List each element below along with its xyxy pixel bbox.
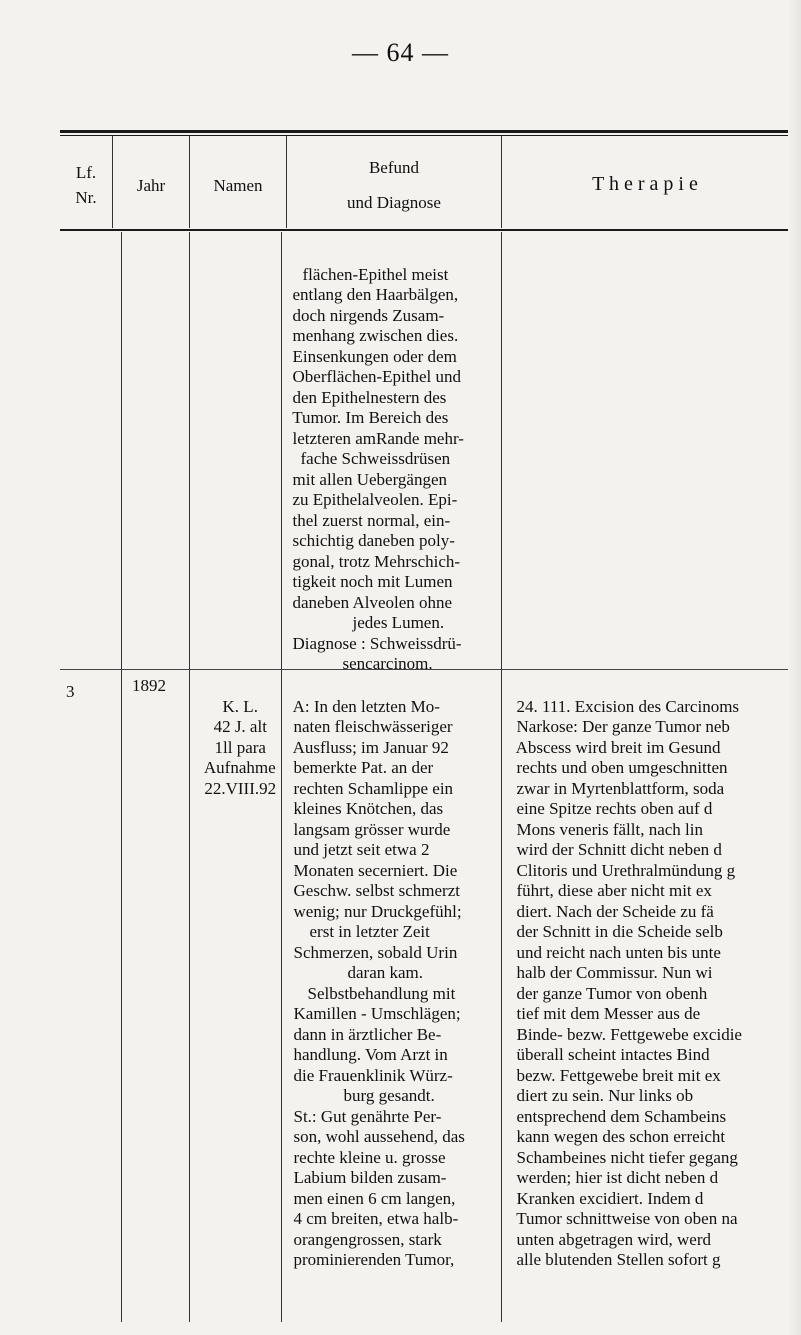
befund-line: Kamillen - Umschlägen; xyxy=(293,1004,461,1023)
befund-line: gonal, trotz Mehrschich- xyxy=(292,551,461,571)
befund-line: St.: Gut genährte Per- xyxy=(293,1106,442,1126)
befund-line: rechten Schamlippe ein xyxy=(293,778,454,798)
header-befund-line1: Befund xyxy=(368,158,420,177)
befund-line: menhang zwischen dies. xyxy=(292,326,459,345)
befund-line: burg gesandt. xyxy=(343,1086,435,1105)
therapie-line: eine Spitze rechts oben auf d xyxy=(516,799,713,818)
namen-line: 42 J. alt xyxy=(213,717,267,736)
befund-line: jedes Lumen. xyxy=(352,613,445,632)
befund-line: sencarcinom. xyxy=(342,654,433,673)
header-namen: Namen xyxy=(213,176,263,195)
header-lf: Lf. xyxy=(75,163,97,182)
namen-line: 22.VIII.92 xyxy=(204,778,277,798)
namen-line: 1ll para xyxy=(214,737,266,757)
header-divider-4 xyxy=(501,136,502,228)
therapie-line: Binde- bezw. Fettgewebe excidie xyxy=(516,1024,742,1044)
therapie-line: der ganze Tumor von obenh xyxy=(516,983,708,1003)
therapie-line: alle blutenden Stellen sofort g xyxy=(516,1250,721,1269)
therapie-line: kann wegen des schon erreicht xyxy=(516,1127,726,1146)
befund-line: handlung. Vom Arzt in xyxy=(293,1045,448,1064)
therapie-line: Clitoris und Urethralmündung g xyxy=(516,860,736,880)
befund-line: mit allen Uebergängen xyxy=(292,469,448,489)
page-edge-shadow xyxy=(787,0,801,1335)
befund-line: naten fleischwässeriger xyxy=(293,717,453,736)
befund-line: wenig; nur Druckgefühl; xyxy=(293,901,462,921)
therapie-line: wird der Schnitt dicht neben d xyxy=(516,840,722,859)
header-divider-3 xyxy=(286,136,287,228)
therapie-line: tief mit dem Messer aus de xyxy=(516,1004,701,1023)
befund-line: Selbstbehandlung mit xyxy=(307,983,456,1003)
body-divider-2 xyxy=(189,232,190,1322)
therapie-line: 24. 111. Excision des Carcinoms xyxy=(516,696,740,716)
row-lf-nr: 3 xyxy=(66,682,75,701)
befund-line: flächen-Epithel meist xyxy=(302,264,449,284)
befund-line: orangengrossen, stark xyxy=(293,1229,442,1249)
therapie-line: der Schnitt in die Scheide selb xyxy=(516,922,723,941)
therapie-line: Narkose: Der ganze Tumor neb xyxy=(516,717,730,736)
befund-line: den Epithelnestern des xyxy=(292,387,447,407)
header-top-rule xyxy=(60,130,788,133)
namen-line: Aufnahme xyxy=(203,758,276,777)
befund-line: erst in letzter Zeit xyxy=(309,922,430,941)
row-befund xyxy=(285,676,499,1271)
befund-line: Tumor. Im Bereich des xyxy=(292,408,449,427)
befund-line: thel zuerst normal, ein- xyxy=(292,510,451,530)
body-divider-1 xyxy=(121,232,122,1322)
befund-line: bemerkte Pat. an der xyxy=(293,758,434,777)
therapie-line: und reicht nach unten bis unte xyxy=(516,942,721,962)
befund-line: Diagnose : Schweissdrü- xyxy=(292,633,462,653)
befund-line: kleines Knötchen, das xyxy=(293,799,444,818)
therapie-line: rechts und oben umgeschnitten xyxy=(516,758,728,777)
therapie-line: überall scheint intactes Bind xyxy=(516,1045,710,1064)
befund-line: daneben Alveolen ohne xyxy=(292,592,453,612)
therapie-line: unten abgetragen wird, werd xyxy=(516,1229,711,1249)
befund-line: doch nirgends Zusam- xyxy=(292,305,445,325)
befund-line: A: In den letzten Mo- xyxy=(292,696,440,716)
befund-line: daran kam. xyxy=(347,963,424,982)
row-therapie xyxy=(508,676,788,1271)
befund-line: langsam grösser wurde xyxy=(293,819,451,839)
namen-line: K. L. xyxy=(222,696,258,716)
header-jahr: Jahr xyxy=(136,176,166,195)
befund-line: Monaten secerniert. Die xyxy=(293,860,458,880)
header-lf-nr xyxy=(60,160,112,210)
befund-line: men einen 6 cm langen, xyxy=(293,1188,456,1208)
befund-line: son, wohl aussehend, das xyxy=(293,1127,465,1146)
befund-line: Geschw. selbst schmerzt xyxy=(293,881,460,900)
row-jahr: 1892 xyxy=(132,676,166,695)
page-number: — 64 — xyxy=(352,38,449,67)
befund-line: Oberflächen-Epithel und xyxy=(292,367,462,386)
therapie-line: zwar in Myrtenblattform, soda xyxy=(516,778,725,798)
therapie-line: diert. Nach der Scheide zu fä xyxy=(516,901,714,921)
befund-line: fache Schweissdrüsen xyxy=(300,449,451,468)
header-divider-2 xyxy=(189,136,190,228)
befund-line: und jetzt seit etwa 2 xyxy=(293,840,430,859)
befund-line: rechte kleine u. grosse xyxy=(293,1147,446,1167)
therapie-line: werden; hier ist dicht neben d xyxy=(516,1168,719,1187)
befund-line: die Frauenklinik Würz- xyxy=(293,1065,453,1085)
befund-line: Ausfluss; im Januar 92 xyxy=(292,737,449,757)
therapie-line: entsprechend dem Schambeins xyxy=(516,1106,727,1126)
header-top-rule-thin xyxy=(60,135,788,136)
befund-line: Einsenkungen oder dem xyxy=(292,346,457,366)
befund-line: 4 cm breiten, etwa halb- xyxy=(293,1209,459,1228)
befund-line: tigkeit noch mit Lumen xyxy=(292,572,453,591)
row-namen xyxy=(192,676,280,799)
befund-line: Schmerzen, sobald Urin xyxy=(293,942,458,962)
befund-line: entlang den Haarbälgen, xyxy=(292,285,459,304)
therapie-line: Tumor schnittweise von oben na xyxy=(516,1209,738,1228)
header-nr: Nr. xyxy=(75,188,97,207)
header-divider-1 xyxy=(112,136,113,228)
befund-line: Labium bilden zusam- xyxy=(293,1168,447,1187)
therapie-line: Mons veneris fällt, nach lin xyxy=(516,819,703,839)
header-befund xyxy=(287,155,501,215)
header-befund-line2: und Diagnose xyxy=(347,193,441,212)
body-divider-3 xyxy=(281,232,282,1322)
befund-line: zu Epithelalveolen. Epi- xyxy=(292,490,458,509)
befund-line: letzteren amRande mehr- xyxy=(292,428,464,448)
therapie-line: Kranken excidiert. Indem d xyxy=(516,1188,704,1208)
body-divider-4 xyxy=(501,232,502,1322)
therapie-line: bezw. Fettgewebe breit mit ex xyxy=(516,1065,721,1085)
befund-line: prominierenden Tumor, xyxy=(293,1250,455,1269)
therapie-line: halb der Commissur. Nun wi xyxy=(516,963,713,982)
befund-line: schichtig daneben poly- xyxy=(292,531,455,550)
befund-continued xyxy=(284,244,500,675)
befund-line: dann in ärztlicher Be- xyxy=(293,1024,442,1044)
therapie-line: Abscess wird breit im Gesund xyxy=(515,737,721,757)
therapie-line: diert zu sein. Nur links ob xyxy=(516,1086,694,1105)
therapie-line: Schambeines nicht tiefer gegang xyxy=(516,1147,738,1167)
header-therapie: T h e r a p i e xyxy=(592,173,698,195)
header-bottom-rule xyxy=(60,229,788,231)
therapie-line: führt, diese aber nicht mit ex xyxy=(516,881,712,900)
